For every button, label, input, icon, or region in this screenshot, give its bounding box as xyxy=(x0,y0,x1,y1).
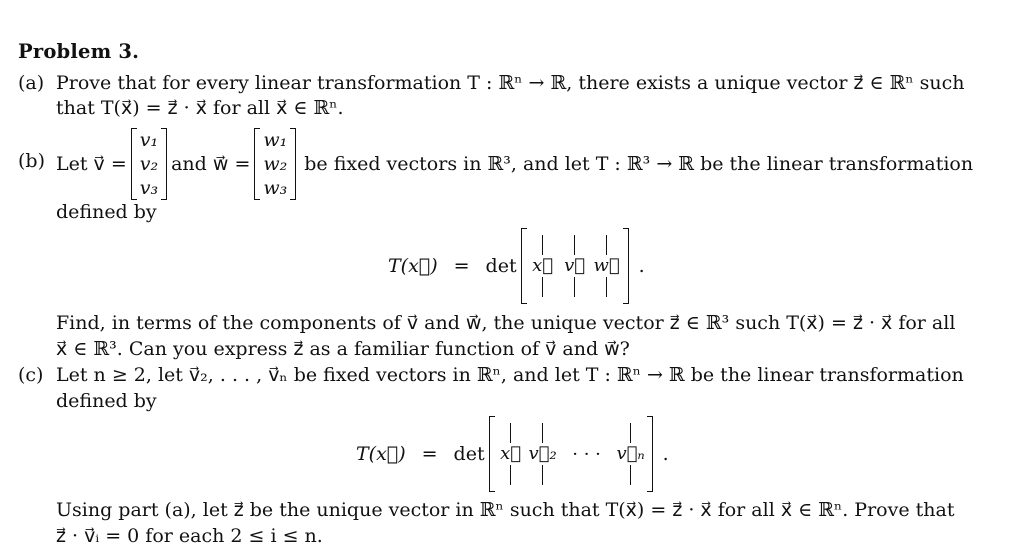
part-b-formula-det: det xyxy=(485,255,517,277)
part-b-formula-lhs: T(x⃗) xyxy=(388,255,438,277)
det-col-x: x⃗ xyxy=(500,443,522,464)
part-c-formula xyxy=(356,414,669,494)
part-c-formula-period: . xyxy=(662,443,669,465)
part-b-formula xyxy=(388,226,645,306)
part-b-formula-period: . xyxy=(638,255,645,277)
part-c-line-1: Let n ≥ 2, let v⃗₂, . . . , v⃗ₙ be fixed vectors in ℝⁿ, and let T : ℝⁿ → ℝ be the linear transformation xyxy=(56,364,964,386)
det-col-vn: v⃗ₙ xyxy=(616,443,645,464)
v-entry-1: v₁ xyxy=(139,129,159,151)
det-col-w: w⃗ xyxy=(593,255,620,276)
det-col-v: v⃗ xyxy=(564,255,586,276)
part-b-defined-by: defined by xyxy=(56,201,157,223)
part-c-using-line-2: z⃗ · v⃗ᵢ = 0 for each 2 ≤ i ≤ n. xyxy=(56,525,323,547)
part-c-label: (c) xyxy=(18,364,44,386)
v-entry-3: v₃ xyxy=(139,177,159,199)
part-a-label: (a) xyxy=(18,72,45,94)
v-entry-2: v₂ xyxy=(139,153,159,175)
and-w-text: and w⃗ = xyxy=(171,153,251,175)
part-c-defined-by: defined by xyxy=(56,390,157,412)
let-v-text: Let v⃗ = xyxy=(56,153,127,175)
part-b-label: (b) xyxy=(18,150,45,172)
part-c-formula-lhs: T(x⃗) xyxy=(356,443,406,465)
part-c-formula-det: det xyxy=(453,443,485,465)
part-c-using-line-1: Using part (a), let z⃗ be the unique vector in ℝⁿ such that T(x⃗) = z⃗ · x⃗ for all x⃗ ∈ ℝⁿ. Prove that xyxy=(56,499,955,521)
w-column-vector xyxy=(254,128,296,200)
part-b-find-line-1: Find, in terms of the components of v⃗ and w⃗, the unique vector z⃗ ∈ ℝ³ such T(x⃗) = z⃗ · x⃗ for all xyxy=(56,312,956,334)
det-col-v2: v⃗₂ xyxy=(528,443,557,464)
part-b-intro-line xyxy=(56,124,973,204)
part-c-det-matrix xyxy=(489,416,653,492)
w-entry-3: w₃ xyxy=(263,177,288,199)
problem-title: Problem 3. xyxy=(18,40,140,63)
part-a-line-2: that T(x⃗) = z⃗ · x⃗ for all x⃗ ∈ ℝⁿ. xyxy=(56,97,344,119)
part-b-det-matrix xyxy=(521,228,629,304)
det-col-x: x⃗ xyxy=(532,255,554,276)
part-b-formula-eq: = xyxy=(453,255,470,277)
det-ellipsis: · · · xyxy=(572,443,601,465)
w-entry-1: w₁ xyxy=(263,129,288,151)
part-b-find-line-2: x⃗ ∈ ℝ³. Can you express z⃗ as a familiar function of v⃗ and w⃗? xyxy=(56,338,630,360)
part-c-formula-eq: = xyxy=(421,443,438,465)
w-entry-2: w₂ xyxy=(263,153,288,175)
part-b-rest-text: be fixed vectors in ℝ³, and let T : ℝ³ → ℝ be the linear transformation xyxy=(304,153,974,175)
part-a-line-1: Prove that for every linear transformation T : ℝⁿ → ℝ, there exists a unique vector z⃗ ∈ ℝⁿ such xyxy=(56,72,965,94)
v-column-vector xyxy=(131,128,167,200)
